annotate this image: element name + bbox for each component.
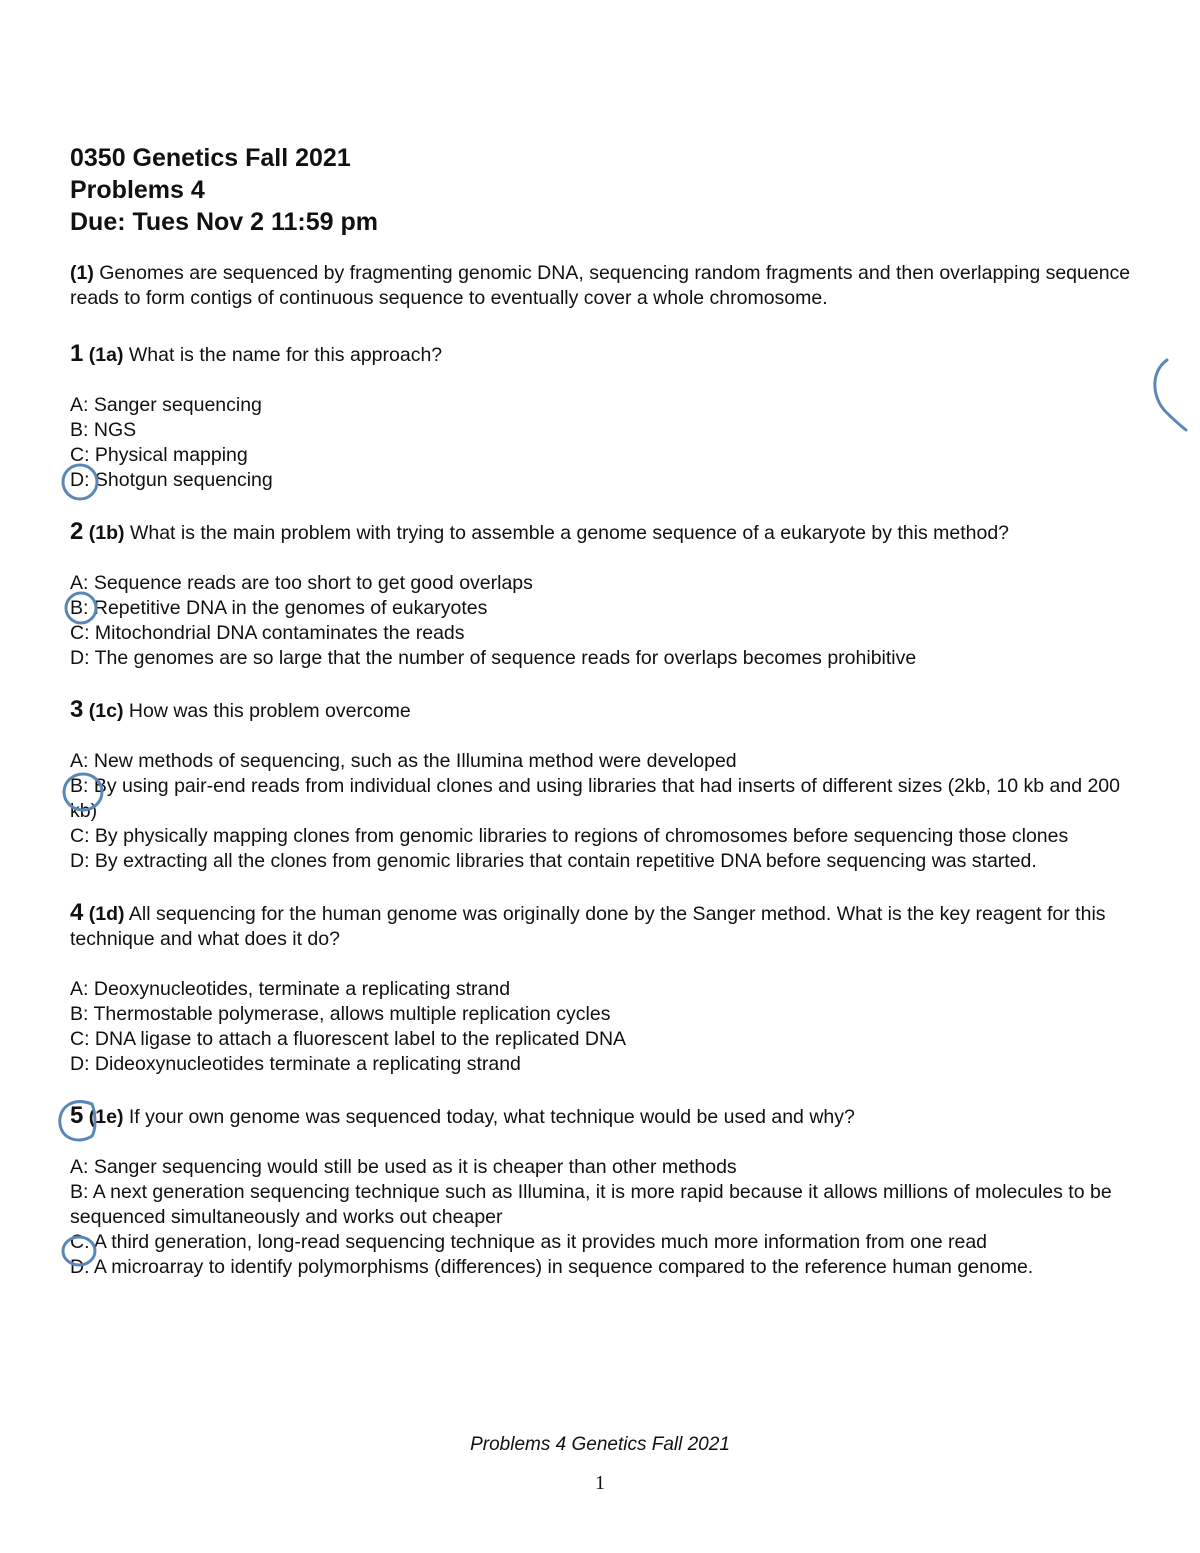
question-label: (1b) (88, 522, 125, 544)
question-number: 5 (70, 1102, 84, 1129)
option-c (70, 1027, 1132, 1052)
option-a (70, 977, 1132, 1002)
question-number: 2 (70, 518, 84, 545)
option-d (70, 646, 1132, 671)
option-d (70, 1255, 1132, 1280)
problem-set-title: Problems 4 (70, 176, 205, 204)
option-letter: C: (70, 444, 90, 466)
option-text: A next generation sequencing technique such as Illumina, it is more rapid because it allows millions of molecules to be sequenced simultaneously and works out cheaper (70, 1181, 1112, 1228)
option-b (70, 1180, 1132, 1230)
question-number: 4 (70, 899, 84, 926)
option-text: Deoxynucleotides, terminate a replicating strand (93, 978, 511, 1000)
option-c (70, 1230, 1132, 1255)
due-date: Due: Tues Nov 2 11:59 pm (70, 208, 378, 236)
option-text: New methods of sequencing, such as the Illumina method were developed (93, 750, 737, 772)
option-letter: D: (70, 1256, 90, 1278)
option-text: By using pair-end reads from individual clones and using libraries that had inserts of different sizes (2kb, 10 kb and 200 kb) (70, 775, 1120, 822)
question-label: (1e) (88, 1106, 124, 1128)
question-number: 3 (70, 696, 84, 723)
option-text: A microarray to identify polymorphisms (differences) in sequence compared to the reference human genome. (93, 1256, 1034, 1278)
option-letter: D: (70, 850, 90, 872)
option-letter: D: (70, 469, 90, 491)
option-letter: A: (70, 1156, 89, 1178)
question-5 (70, 1103, 1132, 1280)
option-text: Dideoxynucleotides terminate a replicating strand (94, 1053, 521, 1075)
question-label: (1c) (88, 700, 124, 722)
option-letter: A: (70, 394, 89, 416)
question-3 (70, 697, 1132, 874)
option-text: Sequence reads are too short to get good overlaps (93, 572, 533, 594)
question-text: What is the name for this approach? (128, 344, 443, 366)
option-letter: B: (70, 1003, 89, 1025)
option-text: Sanger sequencing would still be used as it is cheaper than other methods (93, 1156, 737, 1178)
option-text: Repetitive DNA in the genomes of eukaryotes (93, 597, 488, 619)
option-a (70, 571, 1132, 596)
option-a (70, 1155, 1132, 1180)
option-text: Thermostable polymerase, allows multiple replication cycles (93, 1003, 611, 1025)
ink-bracket-stroke (1155, 360, 1186, 430)
option-text: Mitochondrial DNA contaminates the reads (94, 622, 465, 644)
question-number: 1 (70, 340, 84, 367)
question-text: How was this problem overcome (128, 700, 411, 722)
question-2 (70, 519, 1132, 671)
option-b (70, 418, 1132, 443)
option-text: By extracting all the clones from genomic libraries that contain repetitive DNA before sequencing was started. (94, 850, 1037, 872)
option-letter: A: (70, 978, 89, 1000)
option-a (70, 749, 1132, 774)
question-stem (70, 341, 1132, 368)
option-c (70, 621, 1132, 646)
option-letter: C: (70, 622, 90, 644)
option-text: Physical mapping (94, 444, 248, 466)
option-letter: B: (70, 775, 89, 797)
intro-text: Genomes are sequenced by fragmenting genomic DNA, sequencing random fragments and then overlapping sequence reads to form contigs of continuous sequence to eventually cover a whole chromosome. (70, 262, 1131, 309)
option-d (70, 468, 1132, 493)
option-letter: A: (70, 750, 89, 772)
option-d (70, 849, 1132, 874)
option-b (70, 1002, 1132, 1027)
option-text: A third generation, long-read sequencing technique as it provides much more information from one read (93, 1231, 988, 1253)
option-letter: D: (70, 1053, 90, 1075)
question-stem (70, 900, 1132, 952)
intro-label: (1) (70, 262, 94, 284)
intro-paragraph (70, 261, 1132, 311)
question-label: (1a) (88, 344, 124, 366)
question-stem (70, 519, 1132, 546)
option-text: DNA ligase to attach a fluorescent label to the replicated DNA (94, 1028, 627, 1050)
question-stem (70, 697, 1132, 724)
question-stem (70, 1103, 1132, 1130)
course-title: 0350 Genetics Fall 2021 (70, 144, 351, 172)
option-text: The genomes are so large that the number of sequence reads for overlaps becomes prohibitive (94, 647, 917, 669)
option-letter: C: (70, 1231, 90, 1253)
option-letter: A: (70, 572, 89, 594)
option-b (70, 596, 1132, 621)
question-text: All sequencing for the human genome was originally done by the Sanger method. What is the key reagent for this technique and what does it do? (70, 903, 1106, 950)
option-letter: B: (70, 419, 89, 441)
option-letter: B: (70, 1181, 89, 1203)
page-footer: Problems 4 Genetics Fall 2021 (470, 1434, 730, 1455)
page-number: 1 (595, 1472, 605, 1494)
question-text: What is the main problem with trying to assemble a genome sequence of a eukaryote by this method? (129, 522, 1010, 544)
question-1 (70, 341, 1132, 493)
question-4 (70, 900, 1132, 1077)
option-letter: B: (70, 597, 89, 619)
option-text: Sanger sequencing (93, 394, 262, 416)
option-b (70, 774, 1132, 824)
option-letter: C: (70, 1028, 90, 1050)
option-c (70, 824, 1132, 849)
document-body (70, 261, 1132, 1306)
option-text: By physically mapping clones from genomic libraries to regions of chromosomes before sequencing those clones (94, 825, 1069, 847)
option-c (70, 443, 1132, 468)
option-text: Shotgun sequencing (94, 469, 273, 491)
question-label: (1d) (88, 903, 125, 925)
option-a (70, 393, 1132, 418)
document-heading (70, 142, 378, 238)
option-letter: C: (70, 825, 90, 847)
option-letter: D: (70, 647, 90, 669)
question-text: If your own genome was sequenced today, what technique would be used and why? (128, 1106, 855, 1128)
option-d (70, 1052, 1132, 1077)
option-text: NGS (93, 419, 137, 441)
